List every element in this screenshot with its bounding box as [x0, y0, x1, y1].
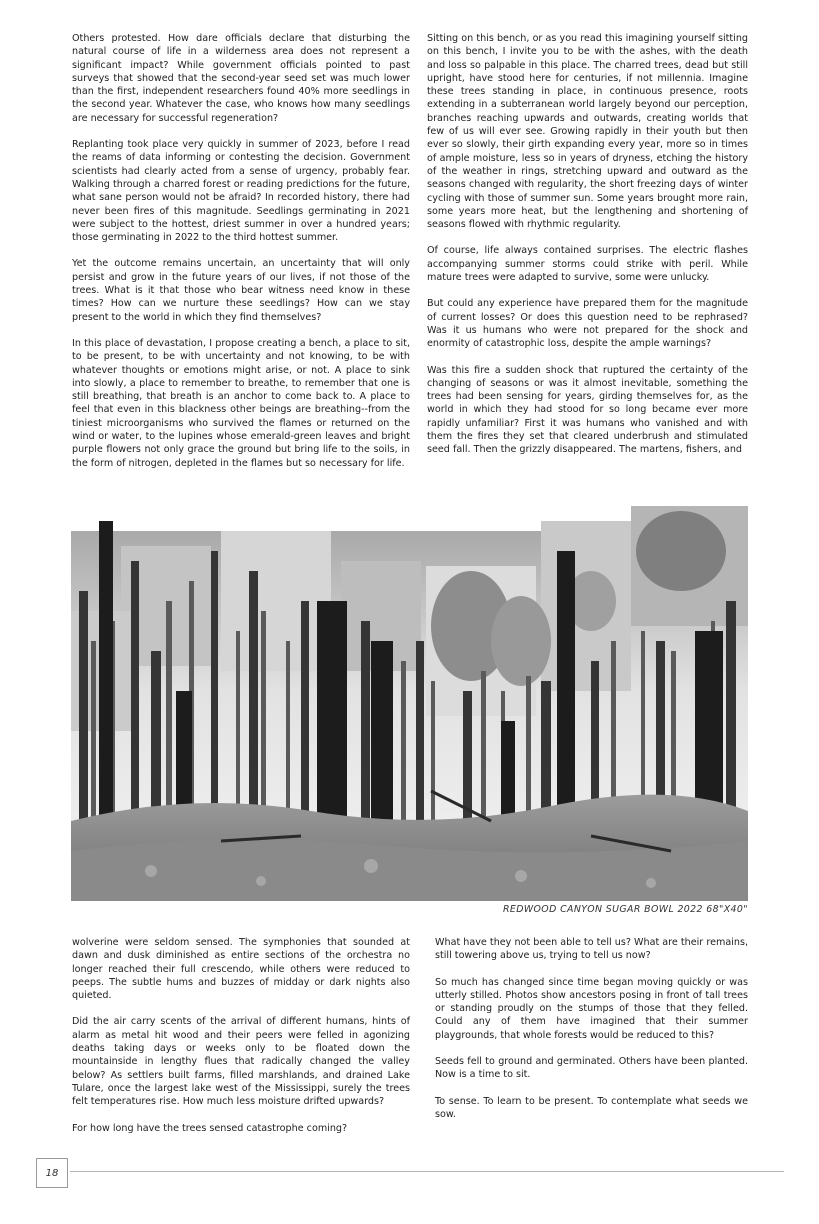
paragraph: Seeds fell to ground and germinated. Others have been planted. Now is a time to sit.	[435, 1056, 748, 1081]
photo-caption: REDWOOD CANYON SUGAR BOWL 2022 68"X40"	[502, 904, 748, 915]
paragraph: So much has changed since time began moving quickly or was utterly stilled. Photos show ancestors posing in front of tall trees or standing proudly on the stumps of those that they felled. Could any of them have imagined that their summer playgrounds, that whole forests would be reduced to this?	[435, 976, 748, 1041]
paragraph: But could any experience have prepared them for the magnitude of current losses? Or does this question need to be rephrased? Was it us humans who were not prepared for the shock and enormity of catastrophic loss, despite the ample warnings?	[427, 298, 748, 350]
footer-rule	[70, 1171, 784, 1172]
paragraph: Others protested. How dare officials declare that disturbing the natural course of life in a wilderness area does not represent a significant impact? While government officials pointed to past surveys that showed that the second-year seed set was much lower than the first, independent researchers found 40% more seedlings in the second year. Whatever the case, who knows how many seedlings are necessary for successful regeneration?	[72, 33, 410, 124]
paragraph: In this place of devastation, I propose creating a bench, a place to sit, to be present, to be with uncertainty and not knowing, to be with whatever thoughts or emotions might arise, or not. A place to sink into slowly, a place to remember to breathe, to remember that one is still breathing, that breath is an anchor to come back to. A place to feel that even in this blackness other beings are breathing--from the tiniest microorganisms who survived the flames or returned on the wind or water, to the lupines whose emerald-green leaves and bright purple flowers not only grace the ground but bring life to the soils, in the form of nitrogen, depleted in the flames but so necessary for life.	[72, 337, 410, 469]
paragraph: Replanting took place very quickly in summer of 2023, before I read the reams of data informing or contesting the decision. Government scientists had clearly acted from a sense of urgency, probably fear. Walking through a charred forest or reading predictions for the future, what sane person would not be afraid? In recorded history, there had never been fires of this magnitude. Seedlings germinating in 2021 were subject to the hottest, driest summer in over a hundred years; those germinating in 2022 to the third hottest summer.	[72, 139, 410, 244]
text-column-bottom-left	[72, 936, 410, 1148]
text-column-top-right	[427, 32, 748, 470]
paragraph: Yet the outcome remains uncertain, an uncertainty that will only persist and grow in the future years of our lives, if not those of the trees. What is it that those who bear witness need know in these times? How can we nurture these seedlings? How can we stay present to the world in which they find themselves?	[72, 258, 410, 323]
text-column-bottom-right	[435, 936, 748, 1134]
paragraph: Of course, life always contained surprises. The electric flashes accompanying summer storms could strike with peril. While mature trees were adapted to survive, some were unlucky.	[427, 245, 748, 284]
page-number: 18	[36, 1158, 68, 1188]
forest-photo-collage	[71, 491, 748, 901]
paragraph: What have they not been able to tell us? What are their remains, still towering above us, trying to tell us now?	[435, 937, 748, 962]
text-column-top-left	[72, 32, 410, 483]
burned-forest-image	[71, 491, 748, 901]
paragraph: Was this fire a sudden shock that ruptured the certainty of the changing of seasons or was it almost inevitable, something the trees had been sensing for years, girding themselves for, as the world in which they had stood for so long became ever more rapidly unfamiliar? First it was humans who vanished and with them the fires they set that cleared underbrush and stimulated seed fall. Then the grizzly disappeared. The martens, fishers, and	[427, 364, 748, 456]
paragraph: Sitting on this bench, or as you read this imagining yourself sitting on this bench, I invite you to be with the ashes, with the death and loss so palpable in this place. The charred trees, dead but still upright, have stood here for centuries, if not millennia. Imagine these trees standing in place, in continuous presence, roots extending in a subterranean world largely beyond our perception, branches reaching upwards and outwards, creating worlds that few of us will ever see. Growing rapidly in their youth but then ever so slowly, their girth expanding every year, more so in times of ample moisture, less so in years of dryness, etching the history of the weather in rings, stretching upward and outward as the seasons changed with regularity, the short freezing days of winter cycling with those of summer sun. Some years brought more rain, some years more heat, but the lengthening and shortening of seasons flowed with rhythmic regularity.	[427, 33, 748, 231]
paragraph: To sense. To learn to be present. To contemplate what seeds we sow.	[435, 1095, 748, 1120]
paragraph: Did the air carry scents of the arrival of different humans, hints of alarm as metal hit wood and their peers were felled in agonizing deaths taking days or weeks only to be floated down the mountainside in lengthy flues that radically changed the valley below? As settlers built farms, filled marshlands, and drained Lake Tulare, once the largest lake west of the Mississippi, surely the trees felt temperatures rise. How much less moisture drifted upwards?	[72, 1016, 410, 1108]
paragraph: wolverine were seldom sensed. The symphonies that sounded at dawn and dusk diminished as entire sections of the orchestra no longer reached their full crescendo, while others were reduced to peeps. The subtle hums and buzzes of midday or dark nights also quieted.	[72, 937, 410, 1002]
paragraph: For how long have the trees sensed catastrophe coming?	[72, 1122, 348, 1134]
